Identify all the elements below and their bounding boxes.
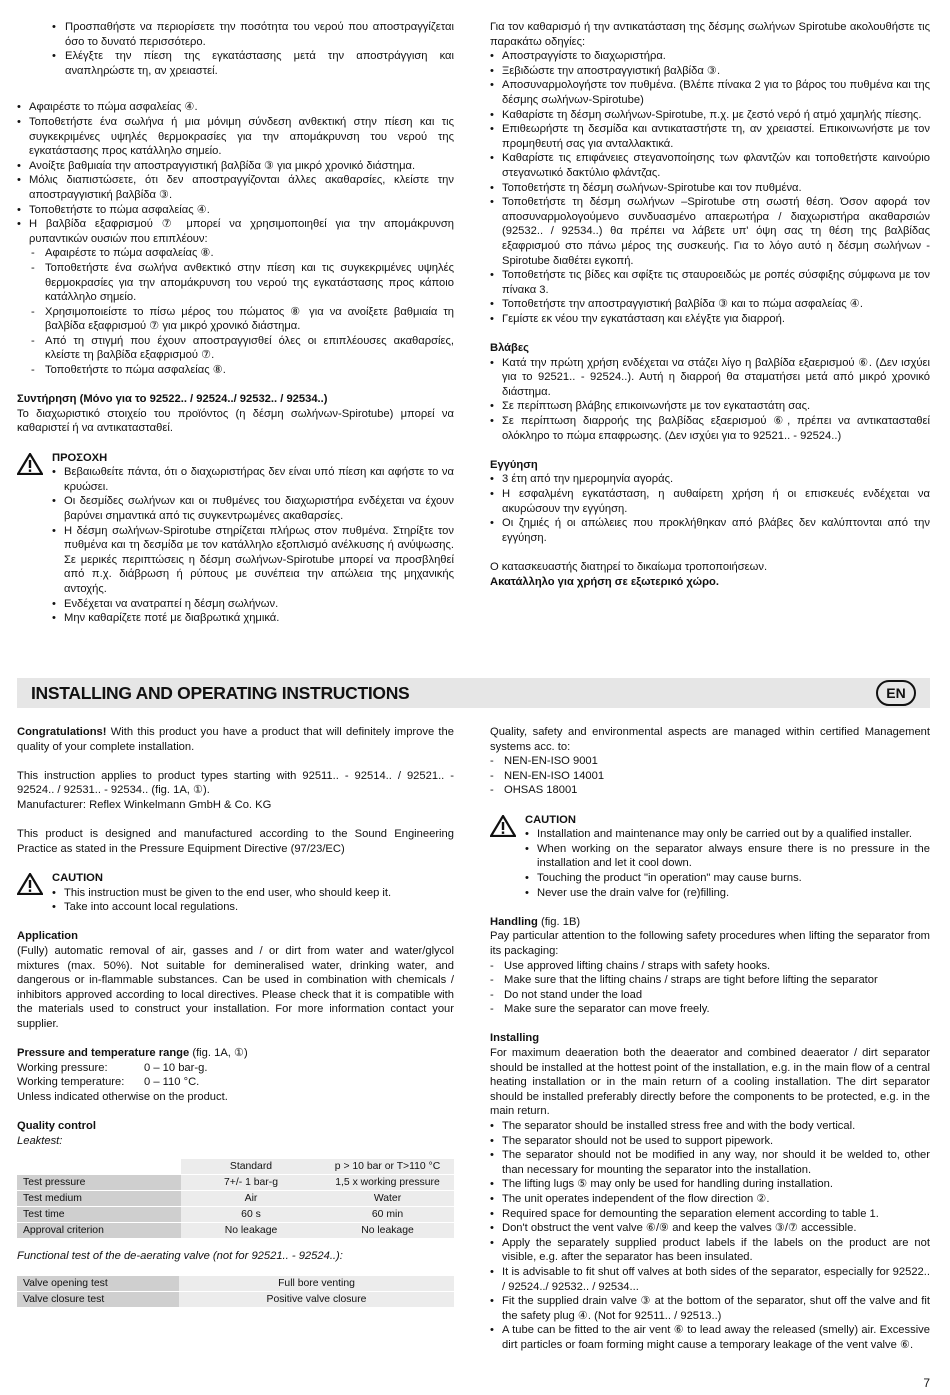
caution-block-2 [490, 813, 930, 901]
pressure-heading-line [17, 1046, 454, 1061]
list-item: - OHSAS 18001 [490, 783, 930, 798]
list-item: • Οι δεσμίδες σωλήνων και οι πυθμένες του διαχωριστήρα ενδέχεται να έχουν βαρύνει σημαντικά από τις συγκεντρωμένες ακαθαρσίες. [52, 494, 454, 523]
list-item: - Τοποθετήστε το πώμα ασφαλείας ⑧. [17, 363, 454, 378]
table-cell: Test pressure [17, 1175, 181, 1191]
table-cell: 7+/- 1 bar-g [181, 1175, 321, 1191]
list-item: • Κατά την πρώτη χρήση ενδέχεται να στάζει λίγο η βαλβίδα εξαερισμού ⑥. (Δεν ισχύει για το 92521.. - 92524..). Αυτή η διαρροή θα σταματήσει μετά από μικρό χρονικό διάστημα. [490, 356, 930, 400]
list-item: • Τοποθετήστε τις βίδες και σφίξτε τις σταυροειδώς με ροπές σύσφιξης σύμφωνα με τον πίνακα 3. [490, 268, 930, 297]
handling-fig: (fig. 1B) [537, 915, 581, 928]
list-item: • Η δέσμη σωλήνων-Spirotube στηρίζεται πλήρως στον πυθμένα. Στηρίξτε τον πυθμένα και τη δεσμίδα με τον κατάλληλο εξοπλισμό ανέλκυσης ή ανύψωσης. Σε μερικές περιπτώσεις η δέσμη σωλήνων-Spirotube μπορεί να προσβληθεί από π.χ. διάβρωση ή ρύπους με συνέπεια την απώλεια της μηχανικής αντοχής. [52, 524, 454, 597]
working-pressure-value: 0 – 10 bar-g. [144, 1061, 208, 1074]
leak-table [17, 1159, 454, 1239]
manufacturer-text: Manufacturer: Reflex Winkelmann GmbH & Co. KG [17, 798, 272, 811]
list-item: • Τοποθετήστε τη δέσμη σωλήνων –Spirotube στη σωστή θέση. Όσον αφορά τον αποσυναρμολογούμενο συνδυασμένο απαερωτήρα / διαχωριστήρα ακαθαρσιών (92532.. / 92534..) θα πρέπει να λάβετε υπ' όψη σας τη θέση της βαλβίδας εξαφρισμού στο πάνω μέρος της συσκευής. Για το λόγο αυτό η δέσμη σωλήνων -Spirotube διαθέτει εγκοπή. [490, 195, 930, 268]
congrats-paragraph [17, 725, 454, 754]
table-cell: No leakage [181, 1223, 321, 1239]
greek-left-dash-list [17, 246, 454, 377]
greek-leaks-heading: Βλάβες [490, 342, 529, 355]
list-item: • The separator should be installed stress free and with the body vertical. [490, 1119, 930, 1134]
list-item: • The lifting lugs ⑤ may only be used for handling during installation. [490, 1177, 930, 1192]
handling-heading-line [490, 915, 930, 930]
list-item: • Μην καθαρίζετε ποτέ με διαβρωτικά χημικά. [52, 611, 454, 626]
table-cell: Valve opening test [17, 1276, 179, 1292]
table-header-cell [17, 1159, 181, 1175]
installing-heading: Installing [490, 1032, 540, 1045]
warning-triangle-icon [17, 453, 43, 475]
table-cell: Test time [17, 1207, 181, 1223]
working-temp-label: Working temperature: [17, 1076, 125, 1089]
greek-warranty-heading: Εγγύηση [490, 458, 538, 471]
list-item: • Η εσφαλμένη εγκατάσταση, η αυθαίρετη χρήση ή οι επισκευές ενδέχεται να ακυρώσουν την εγγύηση. [490, 487, 930, 516]
list-item: • Οι ζημιές ή οι απώλειες που προκλήθηκαν από βλάβες δεν καλύπτονται από την εγγύηση. [490, 516, 930, 545]
list-item: • Τοποθετήστε την αποστραγγιστική βαλβίδα ③ και το πώμα ασφαλείας ④. [490, 297, 930, 312]
quality-heading: Quality control [17, 1120, 96, 1133]
leaktest-label: Leaktest: [17, 1134, 63, 1147]
working-pressure-line [17, 1061, 454, 1076]
section-title: INSTALLING AND OPERATING INSTRUCTIONS [31, 683, 410, 703]
list-item: • Never use the drain valve for (re)filling. [525, 886, 930, 901]
list-item: • When working on the separator always ensure there is no pressure in the installation and let it cool down. [525, 842, 930, 871]
list-item: • Προσπαθήστε να περιορίσετε την ποσότητα του νερού που αποστραγγίζεται όσο το δυνατό περισσότερο. [17, 20, 454, 49]
caution-title-2: CAUTION [525, 813, 576, 826]
list-item: • Τοποθετήστε ένα σωλήνα ή μια μόνιμη σύνδεση ανθεκτική στην πίεση και τις συγκεκριμένες υψηλές θερμοκρασίες για την απομάκρυνση του νερού της εγκατάστασης προς κατάλληλο σημείο. [17, 115, 454, 159]
table-cell: 60 s [181, 1207, 321, 1223]
application-heading: Application [17, 930, 78, 943]
list-item: - Make sure the separator can move freely. [490, 1002, 930, 1017]
handling-heading: Handling [490, 915, 538, 928]
table-row [17, 1291, 454, 1307]
table-cell: Air [181, 1191, 321, 1207]
greek-maintenance-heading: Συντήρηση (Μόνο για το 92522.. / 92524../ 92532.. / 92534..) [17, 393, 328, 406]
list-item: • Σε περίπτωση διαρροής της βαλβίδας εξαερισμού ⑥, πρέπει να αντικατασταθεί ολόκληρο το πώμα επαφρωσης. (Δεν ισχύει για το 92521.. - 92524..) [490, 414, 930, 443]
caution-list-1 [52, 886, 454, 915]
table-row [17, 1223, 454, 1239]
list-item: • This instruction must be given to the end user, who should keep it. [52, 886, 454, 901]
greek-caution-title: ΠΡΟΣΟΧΗ [52, 451, 108, 464]
list-item: • Required space for demounting the separation element according to table 1. [490, 1207, 930, 1222]
list-item: - Make sure that the lifting chains / straps are tight before lifting the separator [490, 973, 930, 988]
list-item: • Γεμίστε εκ νέου την εγκατάσταση και ελέγξτε για διαρροή. [490, 312, 930, 327]
list-item: • Καθαρίστε τις επιφάνειες στεγανοποίησης των φλαντζών και τοποθετήστε καινούριο στεγανωτικό δακτύλιο φλάντζας. [490, 151, 930, 180]
greek-left-main-list [17, 100, 454, 246]
page-number: 7 [923, 1376, 930, 1390]
list-item: • The separator should not be modified in any way, nor should it be welded to, other than necessary for mounting the separator into the installation. [490, 1148, 930, 1177]
greek-right-list [490, 49, 930, 326]
table-header-cell: p > 10 bar or T>110 °C [321, 1159, 454, 1175]
pressure-heading: Pressure and temperature range [17, 1047, 190, 1060]
list-item: • Don't obstruct the vent valve ⑥/⑨ and keep the valves ③/⑦ accessible. [490, 1221, 930, 1236]
unless-text: Unless indicated otherwise on the product. [17, 1090, 228, 1103]
table-cell: 1,5 x working pressure [321, 1175, 454, 1191]
greek-right-column [490, 20, 930, 589]
working-pressure-label: Working pressure: [17, 1061, 108, 1074]
list-item: • Ανοίξτε βαθμιαία την αποστραγγιστική βαλβίδα ③ για μικρό χρονικό διάστημα. [17, 159, 454, 174]
installing-text: For maximum deaeration both the deaerator and combined deaerator / dirt separator should be installed at the hottest point of the installation, e.g. in the main flow of a central heating installation or in the main return of a cooling installation. The dirt separator should be installed preferably directly before the components to be protected, e.g. in the main return. [490, 1047, 930, 1118]
table-cell: Valve closure test [17, 1291, 179, 1307]
table-cell: Approval criterion [17, 1223, 181, 1239]
greek-right-intro: Για τον καθαρισμό ή την αντικατάσταση της δέσμης σωλήνων Spirotube ακολουθήστε τις παρακάτω οδηγίες: [490, 21, 930, 48]
application-text: (Fully) automatic removal of air, gasses and / or dirt from water and water/glycol mixtures (max. 50%). Not suitable for demineralised water, drinking water, and dangerous or in-flammable substances. Can be used in combination with chemicals / inhibitors approved according to local directives. Please check that it is compatible with the materials used to construct your installation. For more information contact your supplier. [17, 944, 454, 1030]
list-item: • Ελέγξτε την πίεση της εγκατάστασης μετά την αποστράγγιση και αναπληρώστε τη, αν χρειαστεί. [17, 49, 454, 78]
list-item: • Τοποθετήστε το πώμα ασφαλείας ④. [17, 203, 454, 218]
list-item: • Installation and maintenance may only be carried out by a qualified installer. [525, 827, 930, 842]
table-cell: Water [321, 1191, 454, 1207]
warning-triangle-icon [17, 873, 43, 895]
list-item: - Από τη στιγμή που έχουν αποστραγγισθεί όλες οι επιπλέουσες ακαθαρσίες, κλείστε τη βαλβίδα εξαφρισμού ⑦. [17, 334, 454, 363]
list-item: • Αφαιρέστε το πώμα ασφαλείας ④. [17, 100, 454, 115]
design-text: This product is designed and manufactured according to the Sound Engineering Practice as stated in the Pressure Equipment Directive (97/23/EC) [17, 828, 454, 855]
list-item: • The separator should not be used to support pipework. [490, 1134, 930, 1149]
list-item: - NEN-EN-ISO 14001 [490, 769, 930, 784]
list-item: • Αποσυναρμολογήστε τον πυθμένα. (Βλέπε πίνακα 2 για το βάρος του πυθμένα και της δέσμης σωλήνων-Spirotube) [490, 78, 930, 107]
quality-mgmt-text: Quality, safety and environmental aspects are managed within certified Management systems acc. to: [490, 726, 930, 753]
table-row [17, 1175, 454, 1191]
greek-warranty-list [490, 472, 930, 545]
list-item: • 3 έτη από την ημερομηνία αγοράς. [490, 472, 930, 487]
list-item: • Επιθεωρήστε τη δεσμίδα και αντικαταστήστε τη, αν χρειαστεί. Επικοινωνήστε με τον προμηθευτή σας για ανταλλακτικά. [490, 122, 930, 151]
table-header-row [17, 1159, 454, 1175]
list-item: • Μόλις διαπιστώσετε, ότι δεν αποστραγγίζονται άλλες ακαθαρσίες, κλείστε την αποστραγγιστική βαλβίδα ③. [17, 173, 454, 202]
table-cell: Full bore venting [179, 1276, 454, 1292]
list-item: - Use approved lifting chains / straps with safety hooks. [490, 959, 930, 974]
greek-caution-list [52, 465, 454, 626]
list-item: • Apply the separately supplied product labels if the labels on the product are not visible, e.g. after the separator has been insulated. [490, 1236, 930, 1265]
list-item: • Ενδέχεται να ανατραπεί η δέσμη σωλήνων. [52, 597, 454, 612]
english-right-column [490, 725, 930, 1353]
congrats-bold: Congratulations! [17, 726, 107, 738]
list-item: • Take into account local regulations. [52, 900, 454, 915]
list-item: • Αποστραγγίστε το διαχωριστήρα. [490, 49, 930, 64]
table-row [17, 1276, 454, 1292]
greek-caution-block [17, 451, 454, 626]
list-item: • Ξεβιδώστε την αποστραγγιστική βαλβίδα ③. [490, 64, 930, 79]
pressure-fig: (fig. 1A, ①) [189, 1047, 248, 1060]
list-item: • Fit the supplied drain valve ③ at the bottom of the separator, shut off the valve and fit the safety plug ④. (Not for 92511.. / 92513..) [490, 1294, 930, 1323]
list-item: • A tube can be fitted to the air vent ⑥ to lead away the released (smelly) air. Excessive dirt particles or foam forming might cause a temporary leakage of the vent valve ⑥. [490, 1323, 930, 1352]
installing-list [490, 1119, 930, 1353]
section-title-band [17, 678, 930, 708]
list-item: • It is advisable to fit shut off valves at both sides of the separator, especially for 92522.. / 92524../ 92532.. / 92534... [490, 1265, 930, 1294]
list-item: • Τοποθετήστε τη δέσμη σωλήνων-Spirotube και τον πυθμένα. [490, 181, 930, 196]
greek-leaks-list [490, 356, 930, 444]
caution-block-1 [17, 871, 454, 915]
list-item: • Καθαρίστε τη δέσμη σωλήνων-Spirotube, π.χ. με ζεστό νερό ή ατμό χαμηλής πίεσης. [490, 108, 930, 123]
list-item: • The unit operates independent of the flow direction ②. [490, 1192, 930, 1207]
caution-list-2 [525, 827, 930, 900]
congrats-text: With this product you have a product that will definitely improve the quality of your complete installation. [17, 726, 454, 753]
english-left-column [17, 725, 454, 1308]
list-item: - Αφαιρέστε το πώμα ασφαλείας ⑧. [17, 246, 454, 261]
caution-title-1: CAUTION [52, 871, 103, 884]
table-cell: 60 min [321, 1207, 454, 1223]
language-badge: EN [876, 680, 916, 706]
functional-test-text: Functional test of the de-aerating valve (not for 92521.. - 92524..): [17, 1250, 343, 1263]
table-cell: Positive valve closure [179, 1291, 454, 1307]
warning-triangle-icon [490, 815, 516, 837]
list-item: • Σε περίπτωση βλάβης επικοινωνήστε με τον εγκαταστάτη σας. [490, 399, 930, 414]
list-item: - NEN-EN-ISO 9001 [490, 754, 930, 769]
greek-left-column [17, 20, 454, 626]
table-row [17, 1207, 454, 1223]
working-temp-line [17, 1075, 454, 1090]
table-row [17, 1191, 454, 1207]
greek-maintenance-text: Το διαχωριστικό στοιχείο του προϊόντος (η δέσμη σωλήνων-Spirotube) μπορεί να καθαριστεί ή να αντικατασταθεί. [17, 407, 454, 435]
greek-left-top-list [17, 20, 454, 78]
table-header-cell: Standard [181, 1159, 321, 1175]
list-item: - Χρησιμοποιείστε το πίσω μέρος του πώματος ⑧ για να ανοίξετε βαθμιαία τη βαλβίδα εξαφρισμού ⑦ για μικρό χρονικό διάστημα. [17, 305, 454, 334]
standards-list [490, 754, 930, 798]
table-cell: No leakage [321, 1223, 454, 1239]
handling-list [490, 959, 930, 1017]
greek-outdoor-text: Ακατάλληλο για χρήση σε εξωτερικό χώρο. [490, 575, 719, 588]
list-item: - Do not stand under the load [490, 988, 930, 1003]
valve-table [17, 1276, 454, 1308]
applies-text: This instruction applies to product types starting with 92511.. - 92514.. / 92521.. - 92524.. / 92531.. - 92534.. (fig. 1A, ①). [17, 769, 454, 797]
handling-text: Pay particular attention to the following safety procedures when lifting the separator from its packaging: [490, 930, 930, 957]
greek-rights-text: Ο κατασκευαστής διατηρεί το δικαίωμα τροποποιήσεων. [490, 560, 768, 573]
working-temp-value: 0 – 110 °C. [144, 1076, 200, 1089]
list-item: • Η βαλβίδα εξαφρισμού ⑦ μπορεί να χρησιμοποιηθεί για την απομάκρυνση ρυπαντικών ουσιών που επιπλέουν: [17, 217, 454, 246]
list-item: • Βεβαιωθείτε πάντα, ότι ο διαχωριστήρας δεν είναι υπό πίεση και αφήστε το να κρυώσει. [52, 465, 454, 494]
list-item: • Touching the product "in operation" may cause burns. [525, 871, 930, 886]
list-item: - Τοποθετήστε ένα σωλήνα ανθεκτικό στην πίεση και τις συγκεκριμένες υψηλές θερμοκρασίες για την απομάκρυνση του νερού της εγκατάστασης προς κάποιο κατάλληλο σημείο. [17, 261, 454, 305]
table-cell: Test medium [17, 1191, 181, 1207]
